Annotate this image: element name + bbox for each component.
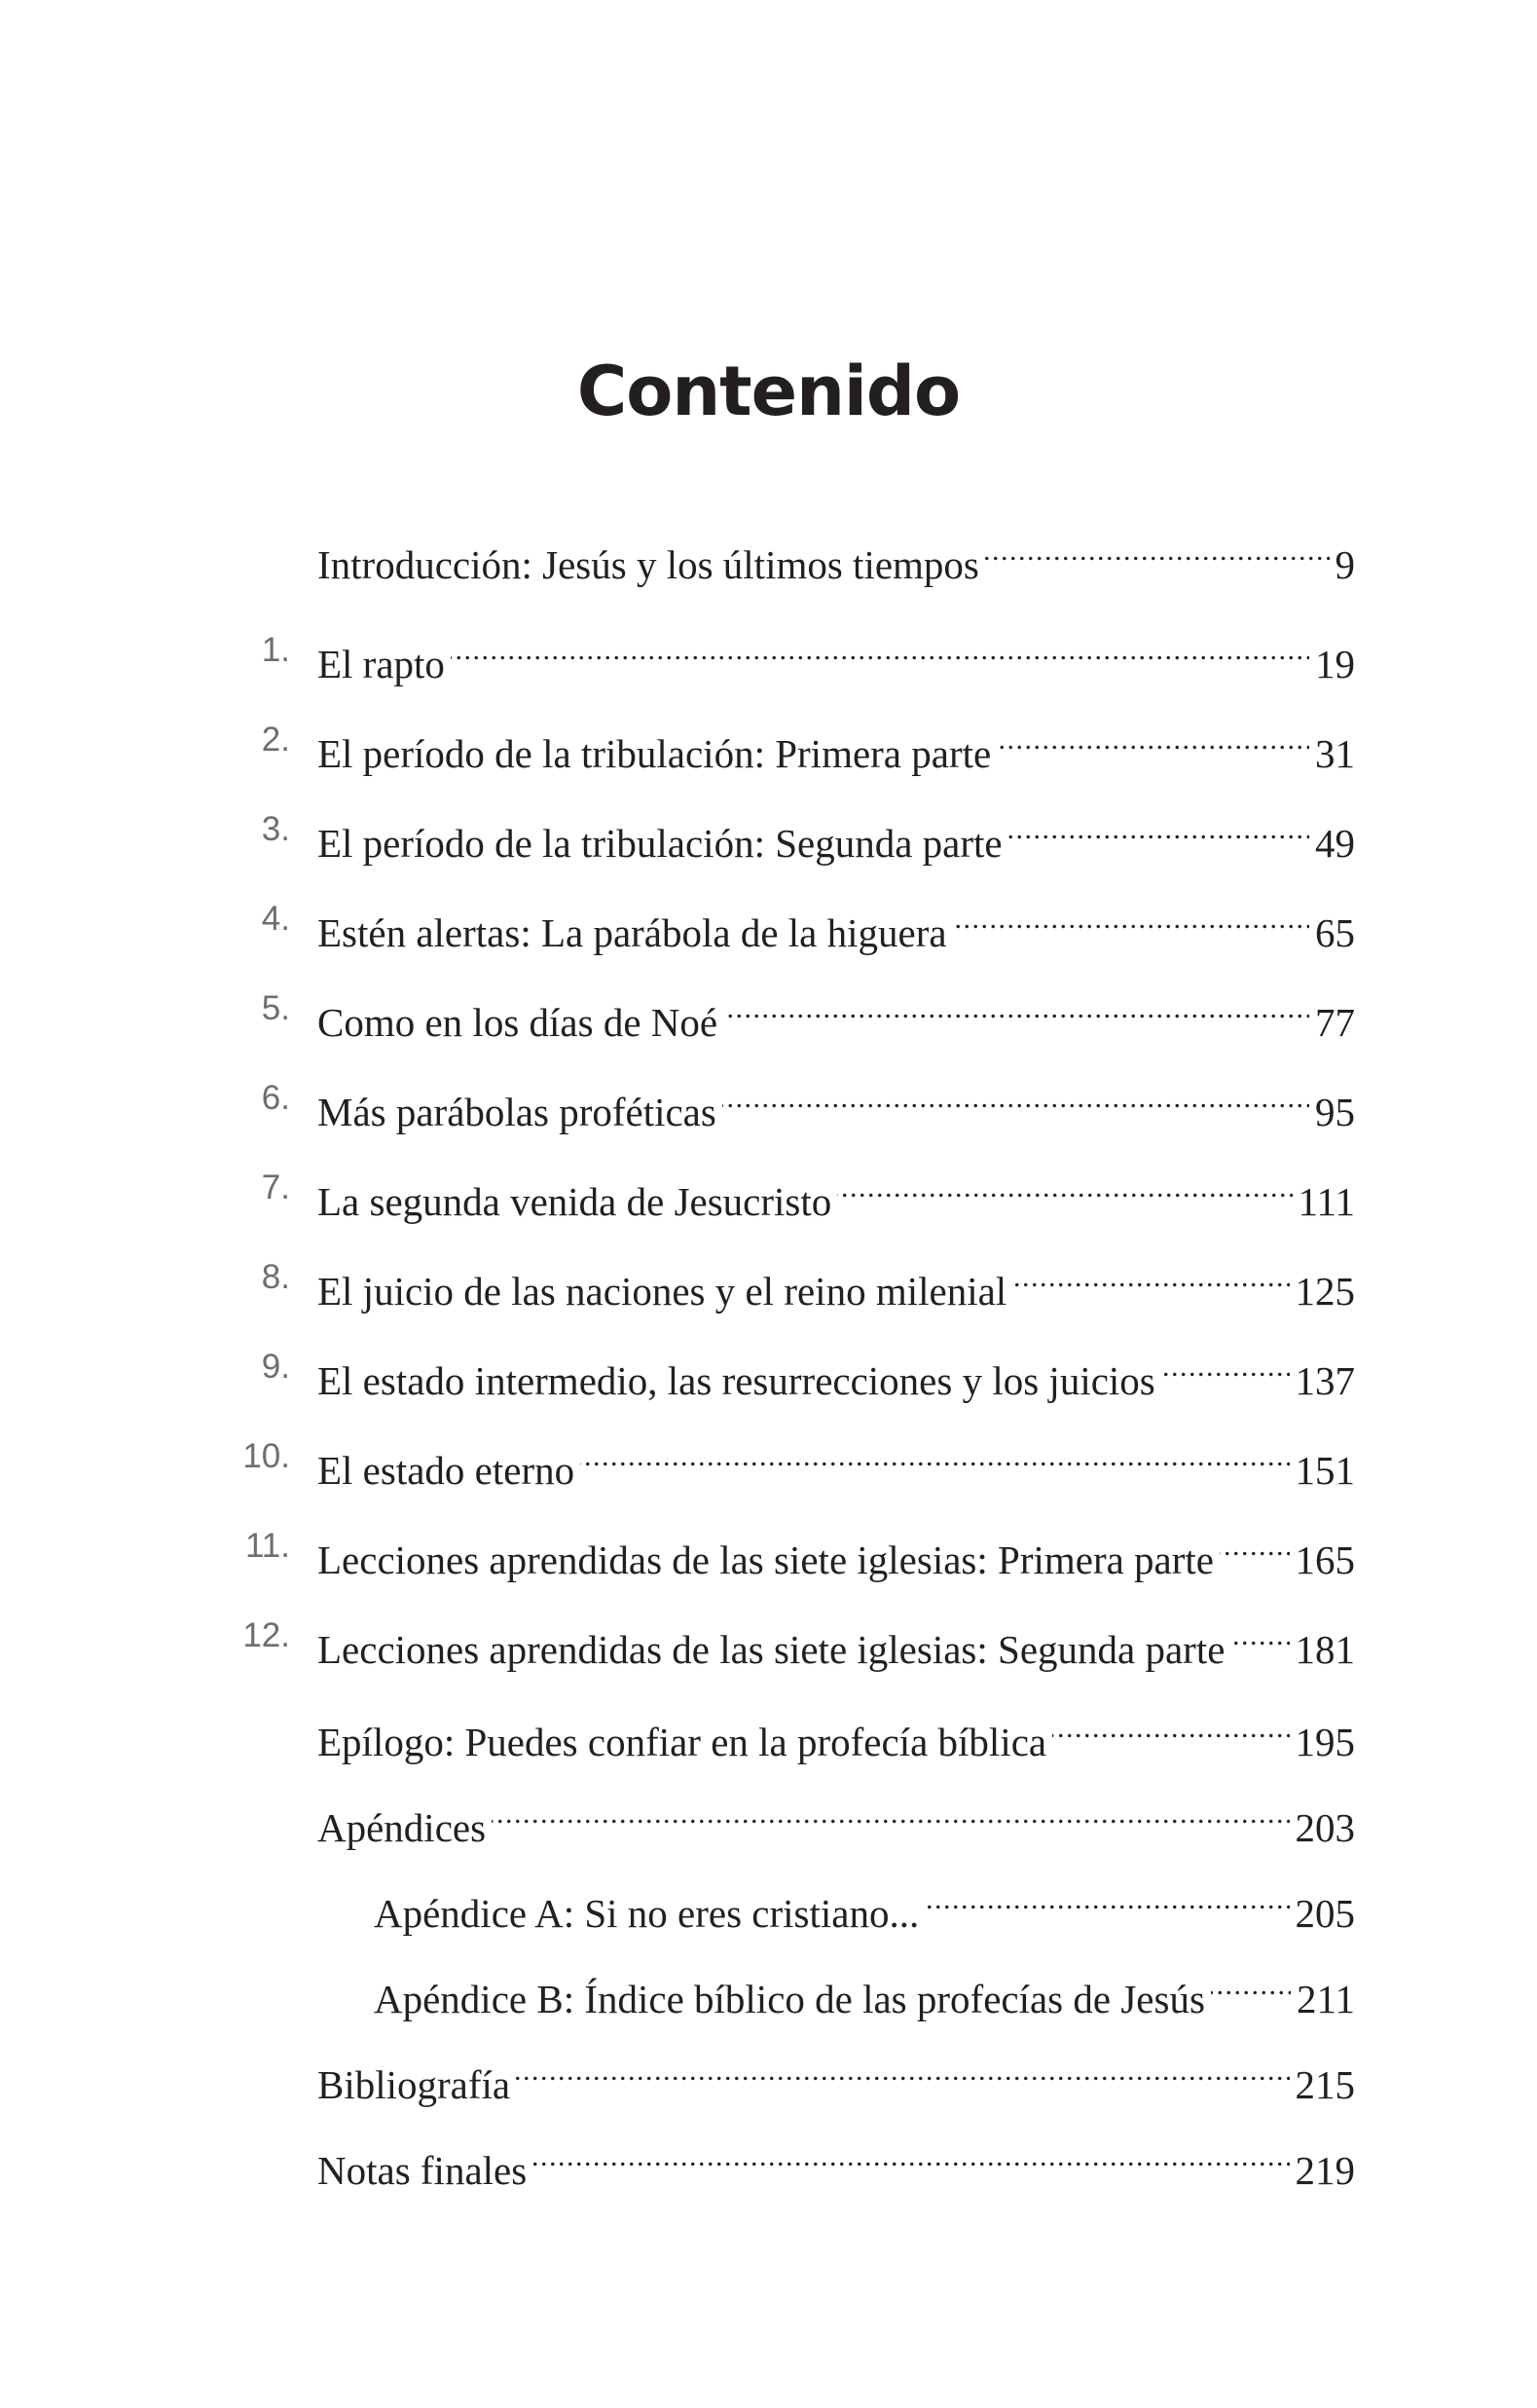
dot-leader [451,623,1309,678]
entry-title: Más parábolas proféticas [317,1090,716,1134]
page-number: 203 [1295,1805,1355,1850]
entry-title: Introducción: Jesús y los últimos tiempos [317,542,979,587]
chapter-number: 11. [244,1527,290,1565]
chapter-number: 3. [261,810,290,848]
toc-entry-chapter-3[interactable] [0,802,1537,866]
toc-entry-chapter-4[interactable] [0,892,1537,955]
dot-leader [925,1872,1289,1927]
toc-entry-appendix-a[interactable] [0,1872,1537,1936]
dot-leader [985,524,1330,578]
toc-entry-chapter-6[interactable] [0,1071,1537,1134]
chapter-number: 6. [261,1079,290,1117]
page-number: 65 [1315,910,1355,955]
toc-entry-appendices[interactable] [0,1787,1537,1850]
chapter-number: 2. [261,721,290,759]
page-number: 211 [1297,1977,1355,2021]
dot-leader [953,892,1309,946]
chapter-number: 12. [242,1616,290,1654]
toc-entry-introduction[interactable] [0,524,1537,587]
dot-leader [997,713,1309,767]
toc-entry-chapter-1[interactable] [0,623,1537,686]
chapter-number: 10. [242,1437,290,1475]
dot-leader [492,1787,1289,1841]
entry-title: El rapto [317,642,445,686]
entry-title: Notas finales [317,2148,528,2193]
dot-leader [1052,1701,1289,1756]
entry-title: La segunda venida de Jesucristo [317,1179,832,1224]
entry-title: Apéndice B: Índice bíblico de las profecías de Jesús [374,1977,1205,2021]
chapter-number: 4. [261,900,290,938]
entry-title: Como en los días de Noé [317,1000,718,1045]
chapter-number: 7. [261,1168,290,1206]
dot-leader [1161,1340,1290,1394]
page-number: 19 [1315,642,1355,686]
page-number: 219 [1295,2148,1355,2193]
dot-leader [516,2044,1289,2098]
toc-entry-epilogue[interactable] [0,1701,1537,1764]
entry-title: El estado intermedio, las resurrecciones y los juicios [317,1358,1155,1403]
page-number: 181 [1295,1627,1355,1672]
toc-entry-bibliography[interactable] [0,2044,1537,2107]
entry-title: Lecciones aprendidas de las siete iglesias: Primera parte [317,1537,1214,1582]
page-number: 151 [1295,1448,1355,1493]
dot-leader [1230,1609,1289,1663]
page-number: 111 [1298,1179,1355,1224]
entry-title: Lecciones aprendidas de las siete iglesias: Segunda parte [317,1627,1226,1672]
dot-leader [723,982,1309,1036]
page-title: Contenido [576,352,961,431]
dot-leader [532,2130,1289,2184]
page-number: 195 [1295,1720,1355,1764]
page-number: 205 [1295,1891,1355,1936]
toc-entry-chapter-8[interactable] [0,1250,1537,1314]
toc-entry-chapter-5[interactable] [0,982,1537,1045]
dot-leader [1220,1519,1290,1574]
toc-entry-endnotes[interactable] [0,2130,1537,2193]
dot-leader [1008,802,1309,857]
page-number: 49 [1315,821,1355,866]
toc-entry-chapter-10[interactable] [0,1429,1537,1493]
dot-leader [1211,1958,1291,2013]
page-number: 125 [1295,1269,1355,1314]
entry-title: Estén alertas: La parábola de la higuera [317,910,947,955]
chapter-number: 5. [261,989,290,1027]
page-number: 137 [1295,1358,1355,1403]
entry-title: El juicio de las naciones y el reino milenial [317,1269,1007,1314]
dot-leader [580,1429,1289,1484]
page-number: 31 [1315,731,1355,776]
dot-leader [837,1161,1292,1215]
page-number: 77 [1315,1000,1355,1045]
dot-leader [1012,1250,1289,1305]
entry-title: Apéndices [317,1805,487,1850]
entry-title: Epílogo: Puedes confiar en la profecía bíblica [317,1720,1047,1764]
entry-title: El período de la tribulación: Segunda parte [317,821,1003,866]
entry-title: El período de la tribulación: Primera parte [317,731,992,776]
entry-title: Apéndice A: Si no eres cristiano... [374,1891,920,1936]
page-number: 165 [1295,1537,1355,1582]
toc-entry-chapter-9[interactable] [0,1340,1537,1403]
dot-leader [722,1071,1309,1126]
entry-title: El estado eterno [317,1448,575,1493]
toc-entry-chapter-11[interactable] [0,1519,1537,1582]
chapter-number: 8. [261,1258,290,1296]
entry-title: Bibliografía [317,2062,511,2107]
page-number: 95 [1315,1090,1355,1134]
chapter-number: 1. [261,631,290,669]
toc-entry-appendix-b[interactable] [0,1958,1537,2021]
toc-entry-chapter-7[interactable] [0,1161,1537,1224]
toc-entry-chapter-12[interactable] [0,1609,1537,1672]
page-number: 9 [1335,542,1355,587]
toc-entry-chapter-2[interactable] [0,713,1537,776]
chapter-number: 9. [261,1348,290,1386]
page-number: 215 [1295,2062,1355,2107]
